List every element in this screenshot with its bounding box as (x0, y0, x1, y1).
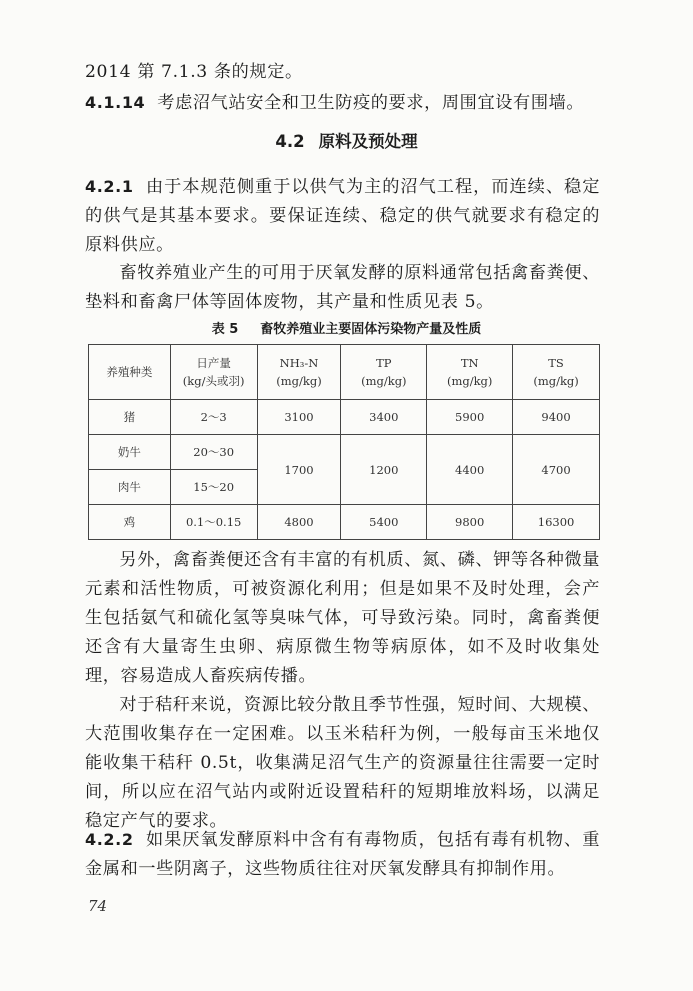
clause-text: 考虑沼气站安全和卫生防疫的要求，周围宜设有围墙。 (157, 93, 585, 113)
paragraph: 另外，禽畜粪便还含有丰富的有机质、氮、磷、钾等各种微量元素和活性物质，可被资源化利用；但是如果不及时处理，会产生包括氨气和硫化氢等臭味气体，可导致污染。同时，禽畜粪便还含有大量寄生虫卵、病原微生物等病原体，如不及时收集处理，容易造成人畜疾病传播。 (85, 550, 600, 686)
cell-species: 肉牛 (89, 470, 171, 505)
table-header-row (89, 345, 600, 400)
header-unit: (mg/kg) (361, 374, 407, 388)
header-unit: (mg/kg) (276, 374, 322, 388)
table-caption (0, 318, 693, 337)
cell-ts: 9400 (513, 400, 600, 435)
clause-4-1-14 (85, 88, 600, 118)
table-number: 表 5 (211, 322, 239, 337)
continuation-text: 2014 第 7.1.3 条的规定。 (85, 62, 303, 82)
table-row (89, 400, 600, 435)
table-row (89, 435, 600, 470)
clause-4-2-2 (85, 825, 600, 884)
cell-tn: 5900 (427, 400, 513, 435)
header-species (89, 345, 171, 400)
header-tp (341, 345, 427, 400)
clause-text: 如果厌氧发酵原料中含有有毒物质，包括有毒有机物、重金属和一些阴离子，这些物质往往对厌氧发酵具有抑制作用。 (85, 830, 600, 879)
cell-species: 奶牛 (89, 435, 171, 470)
cell-tp: 3400 (341, 400, 427, 435)
cell-species: 猪 (89, 400, 171, 435)
table-title: 畜牧养殖业主要固体污染物产量及性质 (260, 322, 482, 337)
header-label: 日产量 (196, 356, 231, 370)
cell-daily: 0.1～0.15 (170, 505, 257, 540)
cell-daily: 20～30 (170, 435, 257, 470)
section-heading (0, 128, 693, 152)
header-label: TS (548, 356, 564, 370)
cell-ts: 16300 (513, 505, 600, 540)
header-label: TP (376, 356, 392, 370)
cell-species: 鸡 (89, 505, 171, 540)
header-label: NH₃-N (279, 356, 319, 370)
header-daily (170, 345, 257, 400)
pollutant-table (88, 344, 600, 540)
cell-daily: 2～3 (170, 400, 257, 435)
cell-tp: 1200 (341, 435, 427, 505)
header-unit: (kg/头或羽) (182, 374, 245, 388)
cell-tn: 4400 (427, 435, 513, 505)
clause-number: 4.2.2 (85, 830, 134, 849)
clause-4-2-1 (85, 172, 600, 260)
paragraph: 对于秸秆来说，资源比较分散且季节性强，短时间、大规模、大范围收集存在一定困难。以玉米秸秆为例，一般每亩玉米地仅能收集干秸秆 0.5t，收集满足沼气生产的资源量往往需要一定时间，所以应在沼气站内或附近设置秸秆的短期堆放料场，以满足稳定产气的要求。 (85, 695, 600, 831)
header-tn (427, 345, 513, 400)
cell-nh3n: 3100 (257, 400, 341, 435)
clause-number: 4.1.14 (85, 93, 146, 112)
header-nh3n (257, 345, 341, 400)
table-row (89, 505, 600, 540)
header-unit: (mg/kg) (533, 374, 579, 388)
cell-ts: 4700 (513, 435, 600, 505)
header-ts (513, 345, 600, 400)
continuation-line (85, 58, 600, 87)
header-label: 养殖种类 (106, 365, 153, 379)
paragraph: 畜牧养殖业产生的可用于厌氧发酵的原料通常包括禽畜粪便、垫料和畜禽尸体等固体废物，其产量和性质见表 5。 (85, 263, 600, 312)
header-label: TN (460, 356, 479, 370)
header-unit: (mg/kg) (446, 374, 493, 388)
cell-tn: 9800 (427, 505, 513, 540)
page-number: 74 (88, 897, 108, 915)
cell-daily: 15～20 (170, 470, 257, 505)
section-number: 4.2 (275, 132, 305, 151)
cell-nh3n: 1700 (257, 435, 341, 505)
clause-number: 4.2.1 (85, 177, 134, 196)
cell-nh3n: 4800 (257, 505, 341, 540)
clause-text: 由于本规范侧重于以供气为主的沼气工程，而连续、稳定的供气是其基本要求。要保证连续、稳定的供气就要求有稳定的原料供应。 (85, 177, 600, 255)
section-title: 原料及预处理 (318, 132, 418, 151)
cell-tp: 5400 (341, 505, 427, 540)
